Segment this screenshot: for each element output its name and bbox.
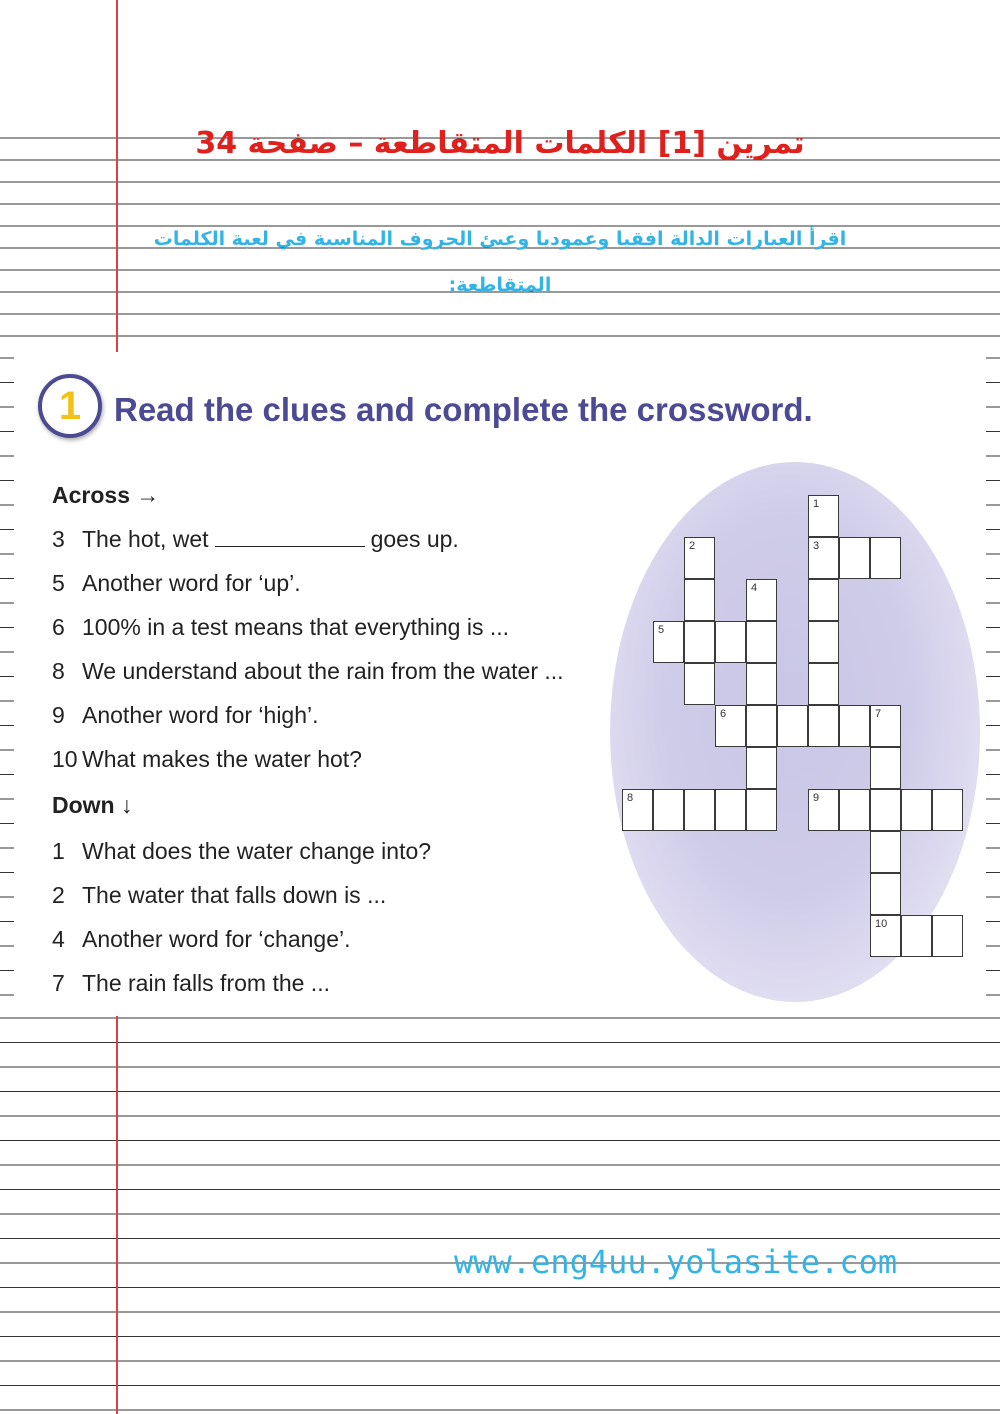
clue-across-6 xyxy=(52,612,612,642)
clue-number: 5 xyxy=(52,570,65,596)
clue-across-8 xyxy=(52,656,612,686)
page-title: تمرين [1] الكلمات المتقاطعة – صفحة 34 xyxy=(195,126,805,161)
clue-down-4 xyxy=(52,924,612,954)
website-url: www.eng4uu.yolasite.com xyxy=(454,1243,898,1281)
clue-across-9 xyxy=(52,700,612,730)
clue-number: 8 xyxy=(52,658,65,684)
crossword-cell[interactable] xyxy=(653,621,684,663)
crossword-cell[interactable] xyxy=(622,789,653,831)
across-label: Across → xyxy=(52,482,160,508)
crossword-cell[interactable] xyxy=(715,705,746,747)
down-label: Down ↓ xyxy=(52,792,133,818)
clue-number: 6 xyxy=(52,614,65,640)
cell-number: 6 xyxy=(720,708,727,720)
cell-number: 8 xyxy=(627,792,634,804)
cell-number: 7 xyxy=(875,708,882,720)
crossword-cell[interactable] xyxy=(808,789,839,831)
crossword-cell[interactable] xyxy=(808,663,839,705)
crossword-cell[interactable] xyxy=(932,915,963,957)
clue-across-10 xyxy=(52,744,612,774)
clue-across-5 xyxy=(52,568,612,598)
clue-number: 2 xyxy=(52,882,65,908)
crossword-cell[interactable] xyxy=(870,873,901,915)
crossword-cell[interactable] xyxy=(870,831,901,873)
crossword-cell[interactable] xyxy=(932,789,963,831)
clue-down-7 xyxy=(52,968,612,998)
clue-text: Another word for ‘up’. xyxy=(82,570,301,596)
crossword-cell[interactable] xyxy=(653,789,684,831)
crossword-cell[interactable] xyxy=(808,495,839,537)
exercise-heading: Read the clues and complete the crossword. xyxy=(114,391,813,428)
clue-number: 4 xyxy=(52,926,65,952)
crossword-cell[interactable] xyxy=(870,789,901,831)
clue-text-after: goes up. xyxy=(370,526,459,552)
cell-number: 4 xyxy=(751,582,758,594)
cell-number: 5 xyxy=(658,624,665,636)
crossword-cell[interactable] xyxy=(808,579,839,621)
clue-number: 3 xyxy=(52,526,65,552)
clue-number: 1 xyxy=(52,838,65,864)
clue-number: 7 xyxy=(52,970,65,996)
exercise-number-badge: 1 xyxy=(38,374,102,438)
crossword-cell[interactable] xyxy=(901,789,932,831)
clue-text: What makes the water hot? xyxy=(82,746,362,772)
cell-number: 9 xyxy=(813,792,820,804)
clue-down-1 xyxy=(52,836,612,866)
exercise-panel xyxy=(14,352,986,1016)
crossword-cell[interactable] xyxy=(839,789,870,831)
crossword-cell[interactable] xyxy=(746,747,777,789)
crossword-cell[interactable] xyxy=(684,537,715,579)
crossword-cell[interactable] xyxy=(839,537,870,579)
answer-blank xyxy=(215,528,365,547)
clue-text: 100% in a test means that everything is ... xyxy=(82,614,510,640)
instruction-text: اقرأ العبارات الدالة افقيا وعموديا وعبئ الحروف المناسبة في لعبة الكلمات المتقاطعة: xyxy=(153,228,847,296)
clue-text: Another word for ‘change’. xyxy=(82,926,351,952)
clue-number: 9 xyxy=(52,702,65,728)
clue-number: 10 xyxy=(52,746,78,772)
clue-text: What does the water change into? xyxy=(82,838,432,864)
crossword-cell[interactable] xyxy=(839,705,870,747)
crossword-cell[interactable] xyxy=(808,537,839,579)
crossword-cell[interactable] xyxy=(870,747,901,789)
cell-number: 3 xyxy=(813,540,820,552)
crossword-cell[interactable] xyxy=(808,621,839,663)
clue-text: We understand about the rain from the water ... xyxy=(82,658,564,684)
crossword-cell[interactable] xyxy=(684,621,715,663)
clue-down-2 xyxy=(52,880,612,910)
crossword-cell[interactable] xyxy=(746,789,777,831)
cell-number: 2 xyxy=(689,540,696,552)
crossword-cell[interactable] xyxy=(715,621,746,663)
crossword-cell[interactable] xyxy=(870,537,901,579)
crossword-cell[interactable] xyxy=(684,789,715,831)
clue-text: Another word for ‘high’. xyxy=(82,702,319,728)
clue-text: The water that falls down is ... xyxy=(82,882,387,908)
cell-number: 1 xyxy=(813,498,820,510)
clue-text-before: The hot, wet xyxy=(82,526,209,552)
crossword-cell[interactable] xyxy=(684,663,715,705)
crossword-cell[interactable] xyxy=(684,579,715,621)
crossword-cell[interactable] xyxy=(746,663,777,705)
clue-text: The rain falls from the ... xyxy=(82,970,330,996)
crossword-cell[interactable] xyxy=(901,915,932,957)
crossword-cell[interactable] xyxy=(808,705,839,747)
clue-across-3 xyxy=(52,524,612,554)
crossword-cell[interactable] xyxy=(870,915,901,957)
crossword-cell[interactable] xyxy=(715,789,746,831)
crossword-cell[interactable] xyxy=(746,579,777,621)
cell-number: 10 xyxy=(875,918,888,930)
crossword-cell[interactable] xyxy=(870,705,901,747)
crossword-cell[interactable] xyxy=(777,705,808,747)
crossword-cell[interactable] xyxy=(746,621,777,663)
crossword-cell[interactable] xyxy=(746,705,777,747)
